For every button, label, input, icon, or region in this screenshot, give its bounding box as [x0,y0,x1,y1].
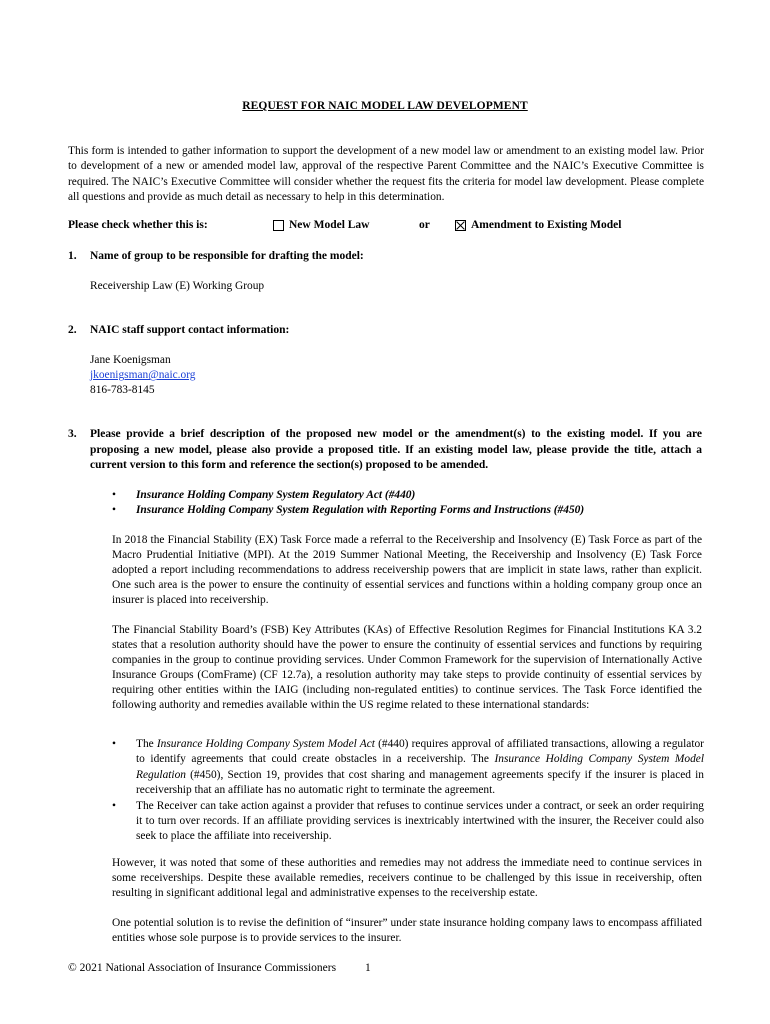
page-footer [68,962,371,974]
staff-contact-answer [90,353,196,399]
question-text: Name of group to be responsible for drafting the model: [90,250,364,262]
model-type-selector [68,219,708,237]
or-text: or [419,219,430,231]
copyright-text: © 2021 National Association of Insurance Commissioners [68,962,337,974]
list-item: • Insurance Holding Company System Regulatory Act (#440) [112,489,416,501]
paragraph-mpi-referral: In 2018 the Financial Stability (EX) Task Force made a referral to the Receivership and Insolvency (E) Task Force as part of the Macro Prudential Initiative (MPI). At the 2019 Summer National Meeting, the Receivership and Insolvency (E) Task Force adopted a report including recommendations to address receivership powers that are implicit in state laws, rather than explicit. One such area is the power to ensure the continuity of essential services and functions within a holding company group once an insurer is placed into receivership. [112,534,702,607]
question-text: Please provide a brief description of the proposed new model or the amendment(s) to the existing model. If you are proposing a new model, please also provide a proposed title. If an existing model law, please provide the title, attach a current version to this form and reference the section(s) proposed to be amended. [90,428,702,471]
question-2 [68,323,708,339]
paragraph-proposed-solution: One potential solution is to revise the definition of “insurer” under state insurance holding company laws to encompass affiliated entities whose sole purpose is to provide services to the insurer. [112,917,702,945]
new-model-label: New Model Law [289,219,370,231]
paragraph-remedies-limits: However, it was noted that some of these authorities and remedies may not address the immediate need to continue services in some receiverships. Despite these available remedies, receivers continue to be challenged by this issue in receivership, often resulting in significant additional legal and administrative expenses to the receivership estate. [112,857,702,900]
model-act-title: Insurance Holding Company System Model Act [156,738,375,750]
question-3 [68,427,708,475]
question-number: 2. [68,324,77,336]
question-1 [68,249,708,265]
model-list [112,488,702,519]
paragraph-fsb-attributes: The Financial Stability Board’s (FSB) Key Attributes (KAs) of Effective Resolution Regimes for Financial Institutions KA 3.2 states that a resolution authority should have the power to ensure the continuity of essential services and functions by requiring companies in the group to continue providing services. Under Common Framework for the supervision of Internationally Active Insurance Groups (ComFrame) (CF 12.7a), a resolution authority may take steps to provide continuity of essential services by requiring other entities within the IAIG (including non-regulated entities) to continue services. The Task Force identified the following authority and remedies available within the US regime related to these international standards: [112,624,702,712]
check-label: Please check whether this is: [68,219,208,231]
list-item: • The Insurance Holding Company System Model Act (#440) requires approval of affiliated transactions, allowing a regulator to identify agreements that could create obstacles in a receivership. The Insurance Holding Company System Model Regulation (#450), Section 19, provides that cost sharing and management agreements specify if the insurer is placed in receivership that an affiliate has no automatic right to terminate the agreement. [112,738,704,797]
list-item: • Insurance Holding Company System Regulation with Reporting Forms and Instructions (#450) [112,504,585,517]
model-title: Insurance Holding Company System Regulatory Act (#440) [136,489,416,501]
question-number: 3. [68,428,77,440]
question-text: NAIC staff support contact information: [90,324,290,336]
new-model-checkbox[interactable] [273,220,284,231]
drafting-group-answer: Receivership Law (E) Working Group [90,280,265,292]
model-regulation-title: Insurance Holding Company System Model Regulation [136,753,704,781]
authority-list [112,737,704,845]
contact-name: Jane Koenigsman [90,354,171,366]
question-number: 1. [68,250,77,262]
amendment-label: Amendment to Existing Model [471,219,622,231]
contact-email-link[interactable]: jkoenigsman@naic.org [90,369,196,382]
list-item: • The Receiver can take action against a provider that refuses to continue services under a contract, or seek an order requiring it to turn over records. If an affiliate providing services is inextricably intertwined with the insurer, the Receiver could also seek to place the affiliate into receivership. [112,799,704,843]
page-number: 1 [364,962,371,974]
amendment-checkbox[interactable] [455,220,466,231]
intro-paragraph: This form is intended to gather information to support the development of a new model law or amendment to an existing model law. Prior to development of a new or amended model law, approval of the respective Parent Committee and the NAIC’s Executive Committee is required. The NAIC’s Executive Committee will consider whether the request fits the criteria for model law development. Please complete all questions and provide as much detail as necessary to help in this determination. [68,145,704,204]
contact-phone: 816-783-8145 [90,384,155,397]
page-title: REQUEST FOR NAIC MODEL LAW DEVELOPMENT [242,100,528,112]
model-title: Insurance Holding Company System Regulation with Reporting Forms and Instructions (#450) [136,504,585,517]
